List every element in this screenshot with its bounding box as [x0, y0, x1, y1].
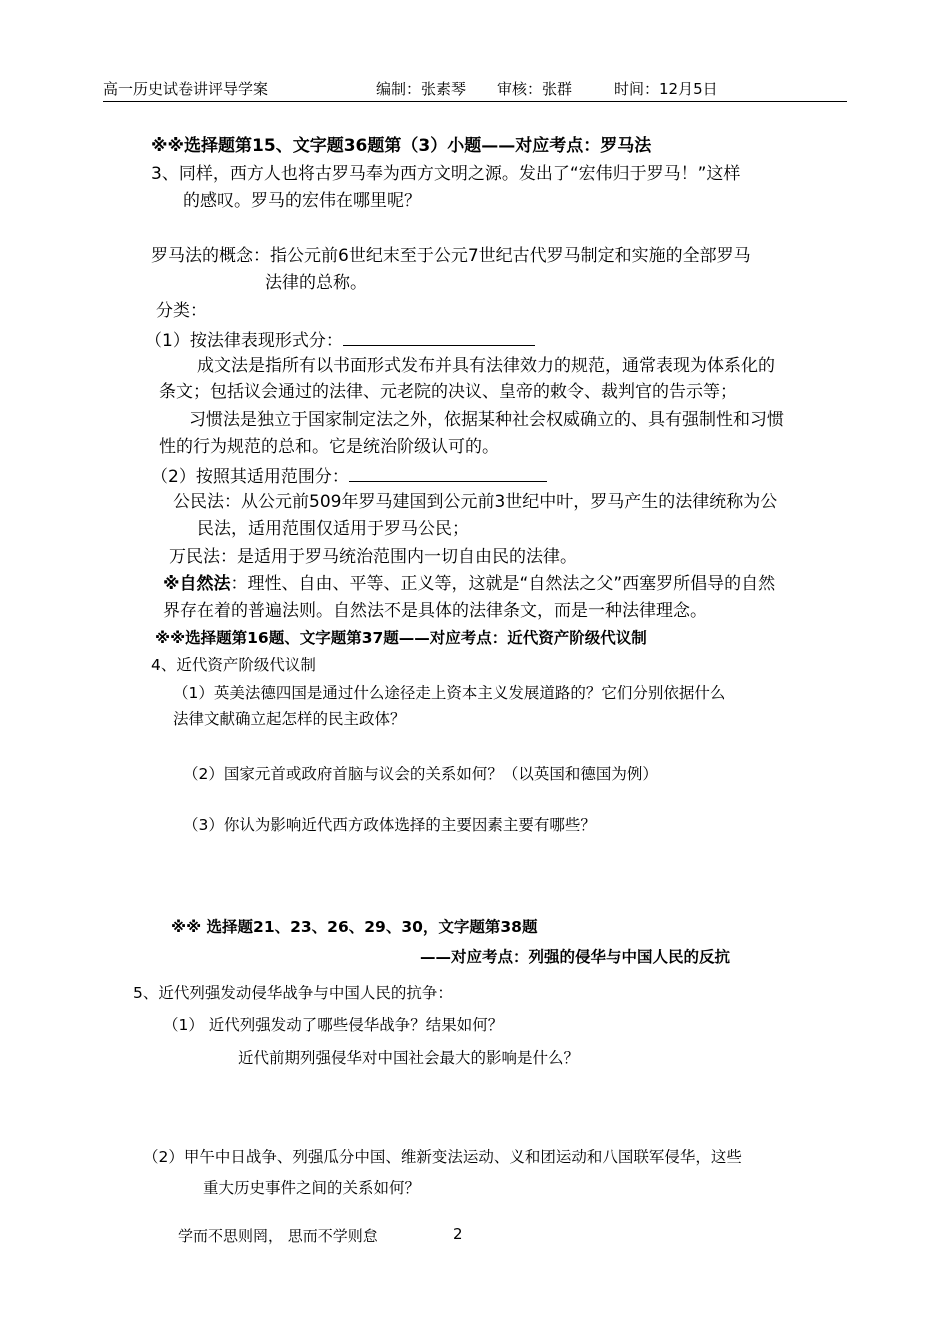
section-heading-roman-law: ※※选择题第15、文字题36题第（3）小题——对应考点：罗马法 [151, 136, 652, 156]
header-rule [103, 101, 847, 102]
classify-label: 分类： [156, 301, 207, 321]
customary-law-line2: 性的行为规范的总和。它是统治阶级认可的。 [159, 437, 499, 457]
natural-law-line2: 界存在着的普遍法则。自然法不是具体的法律条文，而是一种法律理念。 [163, 601, 707, 621]
written-law-line1: 成文法是指所有以书面形式发布并具有法律效力的规范，通常表现为体系化的 [197, 356, 775, 376]
header-date: 时间：12月5日 [614, 80, 718, 98]
concept-line1: 罗马法的概念：指公元前6世纪末至于公元7世纪古代罗马制定和实施的全部罗马 [151, 246, 751, 266]
natural-law-label: ※自然法 [163, 574, 231, 594]
customary-law-line1: 习惯法是独立于国家制定法之外，依据某种社会权威确立的、具有强制性和习惯 [189, 410, 784, 430]
classify-2-blank[interactable] [349, 463, 547, 482]
question-5: 5、近代列强发动侵华战争与中国人民的抗争： [133, 984, 453, 1002]
header-title: 高一历史试卷讲评导学案 [103, 80, 269, 98]
question-4-2: （2）国家元首或政府首脑与议会的关系如何？（以英国和德国为例） [183, 765, 658, 783]
classify-2-label [151, 463, 547, 489]
question-5-1b: 近代前期列强侵华对中国社会最大的影响是什么？ [238, 1049, 580, 1067]
classify-1-label [145, 327, 535, 353]
section-heading-invasion-line1: ※※ 选择题21、23、26、29、30，文字题第38题 [171, 918, 538, 936]
classify-1-text: （1）按法律表现形式分： [145, 331, 343, 351]
question-4: 4、近代资产阶级代议制 [151, 656, 316, 674]
question-3-line2: 的感叹。罗马的宏伟在哪里呢？ [183, 191, 421, 211]
header-editor: 编制：张素琴 [376, 80, 467, 98]
question-5-1: （1） 近代列强发动了哪些侵华战争？结果如何？ [163, 1016, 504, 1034]
header-reviewer: 审核：张群 [497, 80, 573, 98]
section-heading-representative: ※※选择题第16题、文字题第37题——对应考点：近代资产阶级代议制 [155, 629, 647, 647]
section-heading-invasion-line2: ——对应考点：列强的侵华与中国人民的反抗 [420, 948, 731, 966]
natural-law-line1 [163, 572, 775, 596]
footer-motto: 学而不思则罔， 思而不学则怠 [178, 1227, 378, 1245]
classify-1-blank[interactable] [343, 327, 535, 346]
question-5-2-line2: 重大历史事件之间的关系如何？ [203, 1179, 421, 1197]
concept-line2: 法律的总称。 [265, 273, 367, 293]
question-3-line1: 3、同样，西方人也将古罗马奉为西方文明之源。发出了“宏伟归于罗马！”这样 [151, 164, 741, 184]
page-number: 2 [453, 1225, 463, 1243]
law-of-nations-line: 万民法：是适用于罗马统治范围内一切自由民的法律。 [169, 547, 577, 567]
natural-law-text: ：理性、自由、平等、正义等，这就是“自然法之父”西塞罗所倡导的自然 [230, 574, 776, 594]
question-4-1-line1: （1）英美法德四国是通过什么途径走上资本主义发展道路的？它们分别依据什么 [173, 684, 726, 702]
civil-law-line1: 公民法：从公元前509年罗马建国到公元前3世纪中叶，罗马产生的法律统称为公 [173, 492, 778, 512]
classify-2-text: （2）按照其适用范围分： [151, 467, 349, 487]
question-4-1-line2: 法律文献确立起怎样的民主政体？ [173, 710, 406, 728]
civil-law-line2: 民法，适用范围仅适用于罗马公民； [197, 519, 469, 539]
question-4-3: （3）你认为影响近代西方政体选择的主要因素主要有哪些？ [183, 816, 596, 834]
question-5-2-line1: （2）甲午中日战争、列强瓜分中国、维新变法运动、义和团运动和八国联军侵华，这些 [143, 1148, 742, 1166]
written-law-line2: 条文；包括议会通过的法律、元老院的决议、皇帝的敕令、裁判官的告示等； [159, 382, 737, 402]
